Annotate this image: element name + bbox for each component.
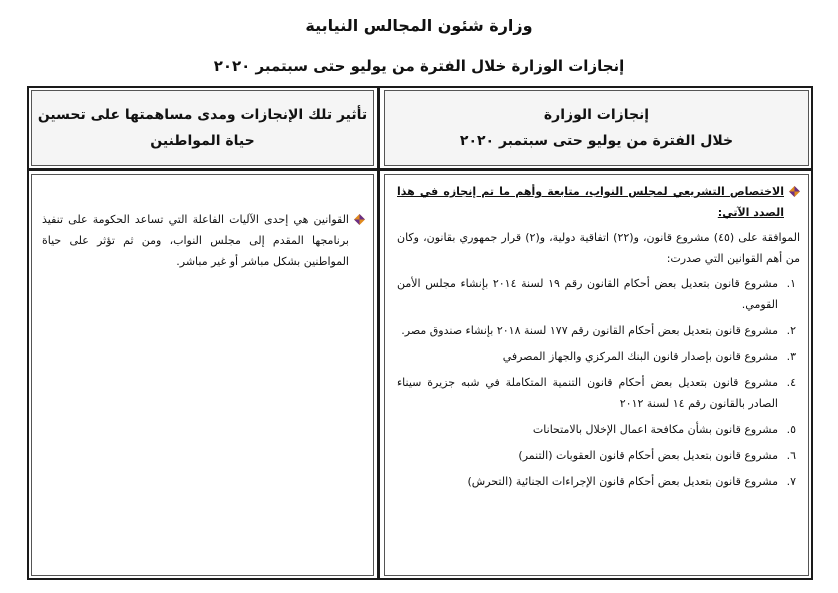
law-number: ٤. bbox=[786, 376, 796, 389]
diamond-bullet-icon bbox=[354, 214, 365, 225]
achievements-header-line1: إنجازات الوزارة bbox=[543, 107, 650, 123]
impact-text: القوانين هي إحدى الآليات الفاعلة التي تساعد الحكومة على تنفيذ برنامجها المقدم إلى مجلس النواب، ومن ثم تؤثر على حياة المواطنين بشكل مباشر أو غير مباشر. bbox=[42, 213, 349, 268]
law-item bbox=[397, 320, 800, 341]
law-text: مشروع قانون بإصدار قانون البنك المركزي والجهاز المصرفي bbox=[502, 350, 778, 363]
page-subtitle: إنجازات الوزارة خلال الفترة من يوليو حتى سبتمبر ٢٠٢٠ bbox=[213, 57, 625, 75]
law-item bbox=[397, 346, 800, 367]
law-text: مشروع قانون بتعديل بعض أحكام القانون رقم ١٧٧ لسنة ٢٠١٨ بإنشاء صندوق مصر. bbox=[401, 324, 778, 337]
law-number: ١. bbox=[786, 277, 796, 290]
law-number: ٧. bbox=[786, 475, 796, 488]
law-text: مشروع قانون بتعديل بعض أحكام قانون العقوبات (التنمر) bbox=[518, 449, 778, 462]
achievements-header-line2: خلال الفترة من يوليو حتى سبتمبر ٢٠٢٠ bbox=[459, 133, 734, 149]
diamond-bullet-icon bbox=[789, 186, 800, 197]
law-number: ٣. bbox=[786, 350, 796, 363]
legislative-section-heading: الاختصاص التشريعي لمجلس النواب، متابعة وأهم ما تم إنجازه في هذا الصدد الآتي: bbox=[397, 185, 784, 219]
law-item bbox=[397, 372, 800, 414]
header-divider bbox=[27, 168, 813, 171]
column-divider bbox=[377, 86, 380, 580]
page-title: وزارة شئون المجالس النيابية bbox=[305, 16, 533, 35]
law-number: ٦. bbox=[786, 449, 796, 462]
impact-header-line1: تأثير تلك الإنجازات ومدى مساهمتها على تحسين bbox=[37, 107, 368, 123]
law-text: مشروع قانون بتعديل بعض أحكام قانون التنمية المتكاملة في شبه جزيرة سيناء الصادر بالقانون رقم ١٤ لسنة ٢٠١٢ bbox=[397, 376, 778, 410]
legislative-intro: الموافقة على (٤٥) مشروع قانون، و(٢٢) اتفاقية دولية، و(٢) قرار جمهوري بقانون، وكان من أهم القوانين التي صدرت: bbox=[397, 231, 800, 265]
law-text: مشروع قانون بشأن مكافحة اعمال الإخلال بالامتحانات bbox=[532, 423, 778, 436]
law-number: ٥. bbox=[786, 423, 796, 436]
laws-list bbox=[397, 273, 800, 492]
achievements-column-header bbox=[384, 90, 809, 166]
law-item bbox=[397, 471, 800, 492]
law-item bbox=[397, 273, 800, 315]
law-text: مشروع قانون بتعديل بعض أحكام قانون الإجراءات الجنائية (التحرش) bbox=[467, 475, 778, 488]
impact-header-line2: حياة المواطنين bbox=[150, 133, 255, 149]
law-text: مشروع قانون بتعديل بعض أحكام القانون رقم ١٩ لسنة ٢٠١٤ بإنشاء مجلس الأمن القومي. bbox=[397, 277, 778, 311]
impact-column-header bbox=[31, 90, 374, 166]
legislative-section bbox=[397, 181, 800, 223]
law-number: ٢. bbox=[786, 324, 796, 337]
law-item bbox=[397, 445, 800, 466]
impact-cell bbox=[31, 174, 374, 576]
law-item bbox=[397, 419, 800, 440]
impact-paragraph bbox=[42, 209, 365, 272]
achievements-cell bbox=[384, 174, 809, 576]
